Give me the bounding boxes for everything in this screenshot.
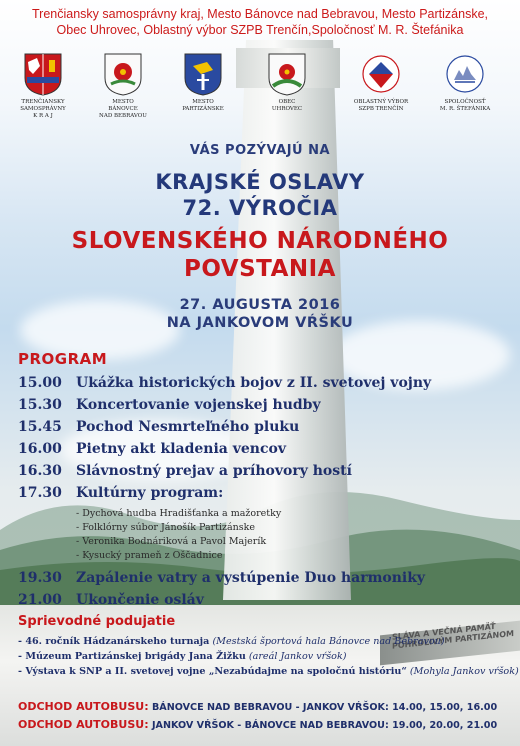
- program-time: 16.30: [18, 463, 62, 479]
- bus-departure-times: BÁNOVCE NAD BEBRAVOU - JANKOV VŔŠOK: 14.00, 15.00, 16.00: [151, 702, 498, 713]
- logo-uhrovec: [252, 52, 322, 113]
- program-time: 19.30: [18, 570, 62, 586]
- program-item: [18, 438, 498, 460]
- title-line-2: 72. VÝROČIA: [182, 196, 338, 220]
- program-text: Slávnostný prejav a príhovory hostí: [76, 463, 352, 479]
- program-text: Koncertovanie vojenskej hudby: [76, 397, 321, 413]
- side-events-list: [18, 634, 518, 679]
- logo-caption: BÁNOVCE: [108, 106, 138, 112]
- program-time: 21.00: [18, 592, 62, 608]
- cultural-program-list: [18, 504, 498, 567]
- tsk-coat-of-arms-icon: [23, 52, 63, 96]
- bus-departure-row: [18, 718, 518, 731]
- program-item: [18, 460, 498, 482]
- program-text: Zapálenie vatry a vystúpenie Duo harmoniky: [76, 570, 426, 586]
- side-event-venue: (Mohyla Jankov vŕšok): [409, 666, 519, 677]
- logo-caption: MESTO: [192, 99, 214, 105]
- side-event-title: - Výstava k SNP a II. svetovej vojne „Nezabúdajme na spoločnú históriu“: [18, 666, 407, 677]
- monument-inscription: SLÁVA A VEČNÁ PAMÄŤ POHRDĽIVÝM PARTIZÁNOM: [392, 621, 514, 651]
- logo-caption: UHROVEC: [271, 106, 303, 112]
- logo-caption: SZPB TRENČÍN: [358, 106, 404, 112]
- program-item: [18, 589, 498, 611]
- program-text: Pochod Nesmrteľného pluku: [76, 419, 300, 435]
- logo-stefanik-society: [430, 52, 500, 113]
- stefanik-society-logo-icon: [445, 52, 485, 96]
- banovce-coat-of-arms-icon: [103, 52, 143, 96]
- program-list: [18, 372, 498, 611]
- organizers-line-1: Trenčiansky samosprávny kraj, Mesto Bánovce nad Bebravou, Mesto Partizánske,: [32, 7, 488, 21]
- bus-departure-row: [18, 700, 518, 713]
- organizers-line-2: Obec Uhrovec, Oblastný výbor SZPB Trenčín,Spoločnosť M. R. Štefánika: [56, 23, 464, 37]
- cultural-program-item: - Dychová hudba Hradišťanka a mažoretky: [76, 508, 282, 519]
- side-event-title: - Múzeum Partizánskej brigády Jana Žižku: [18, 651, 246, 662]
- logo-tsk: [8, 52, 78, 120]
- logo-strip: [0, 52, 520, 130]
- program-time: 15.30: [18, 397, 62, 413]
- szpb-logo-icon: [361, 52, 401, 96]
- bus-departure-times: JANKOV VŔŠOK - BÁNOVCE NAD BEBRAVOU: 19.00, 20.00, 21.00: [151, 720, 498, 731]
- event-place: NA JANKOVOM VŔŠKU: [166, 315, 354, 331]
- cultural-program-item: - Kysucký prameň z Oščadnice: [76, 550, 223, 561]
- logo-caption: M. R. ŠTEFÁNIKA: [439, 106, 491, 112]
- logo-caption: NAD BEBRAVOU: [99, 113, 147, 119]
- program-time: 15.00: [18, 375, 62, 391]
- program-item: [18, 372, 498, 394]
- program-item: [18, 567, 498, 589]
- uhrovec-coat-of-arms-icon: [267, 52, 307, 96]
- program-text: Ukážka historických bojov z II. svetovej vojny: [76, 375, 432, 391]
- program-text: Pietny akt kladenia vencov: [76, 441, 286, 457]
- logo-caption: TRENČIANSKY: [21, 99, 65, 105]
- logo-caption: MESTO: [112, 99, 134, 105]
- side-event-venue: (Mestská športová hala Bánovce nad Bebravou): [212, 636, 445, 647]
- program-text: Kultúrny program:: [76, 485, 224, 501]
- cultural-program-item: - Folklórny súbor Jánošík Partizánske: [76, 522, 256, 533]
- program-text: Ukončenie osláv: [76, 592, 204, 608]
- program-time: 15.45: [18, 419, 62, 435]
- title-line-1: KRAJSKÉ OSLAVY: [155, 170, 365, 194]
- partizanske-coat-of-arms-icon: [183, 52, 223, 96]
- program-time: 16.00: [18, 441, 62, 457]
- side-event-item: [18, 649, 518, 664]
- logo-caption: OBEC: [278, 99, 296, 105]
- side-events-heading: Sprievodné podujatie: [18, 614, 176, 629]
- event-date: 27. AUGUSTA 2016: [179, 297, 341, 313]
- logo-szpb: [346, 52, 416, 113]
- bus-departure-label: ODCHOD AUTOBUSU:: [18, 700, 149, 713]
- program-item: [18, 394, 498, 416]
- side-event-item: [18, 664, 518, 679]
- invite-text: VÁS POZÝVAJÚ NA: [189, 143, 331, 158]
- cultural-program-item: - Veronika Bodnáriková a Pavol Majerík: [76, 536, 267, 547]
- organizers-header: [0, 6, 520, 38]
- side-event-item: [18, 634, 518, 649]
- program-item: [18, 482, 498, 504]
- side-event-venue: (areál Jankov vŕšok): [248, 651, 347, 662]
- bus-departure-label: ODCHOD AUTOBUSU:: [18, 718, 149, 731]
- side-event-title: - 46. ročník Hádzanárskeho turnaja: [18, 636, 210, 647]
- program-heading: PROGRAM: [18, 350, 108, 368]
- logo-caption: K R A J: [33, 113, 53, 119]
- logo-caption: SPOLOČNOSŤ: [444, 99, 486, 105]
- program-time: 17.30: [18, 485, 62, 501]
- logo-partizanske: [168, 52, 238, 113]
- logo-banovce: [88, 52, 158, 120]
- logo-caption: PARTIZÁNSKE: [182, 106, 224, 112]
- title-line-4: POVSTANIA: [184, 256, 336, 282]
- title-line-3: SLOVENSKÉHO NÁRODNÉHO: [71, 228, 449, 254]
- program-item: [18, 416, 498, 438]
- logo-caption: SAMOSPRÁVNY: [20, 106, 66, 112]
- logo-caption: OBLASTNÝ VÝBOR: [353, 99, 409, 105]
